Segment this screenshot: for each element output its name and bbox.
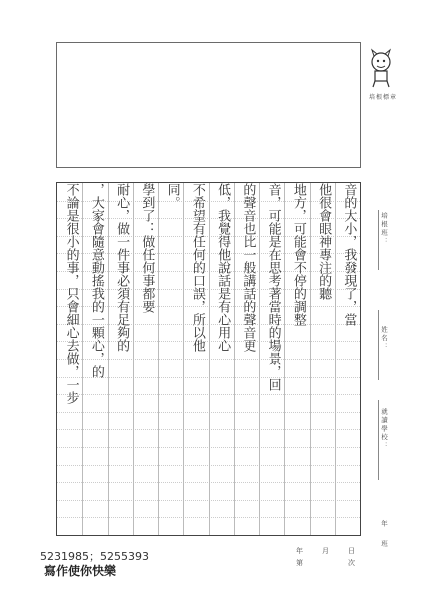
grid-column-line [158, 183, 159, 535]
essay-column: 的聲音也比一般講話的聲音更 [240, 183, 256, 352]
mascot-icon [366, 48, 396, 88]
grid-column-line [82, 183, 83, 535]
class-label: 培根班： [380, 212, 388, 246]
essay-column: ，大家會隨意動搖我的一顆心，的 [88, 183, 104, 378]
essay-column: 他很會眼神專注的聽 [316, 183, 332, 300]
essay-column: 音，可能是在思考著當時的場景，回 [265, 183, 281, 391]
grid-column-line [108, 183, 109, 535]
date-month: 月 [322, 547, 329, 555]
grid-column-line [183, 183, 184, 535]
grid-column-line [259, 183, 260, 535]
name-label: 姓名： [380, 326, 388, 352]
stamp-label: 培根標章 [368, 94, 397, 101]
grid-column-line [133, 183, 134, 535]
grid-column-line [335, 183, 336, 535]
essay-column: 不希望有任何的口誤，所以他 [189, 183, 205, 352]
page-suffix: 次 [348, 559, 355, 567]
name-line [378, 310, 379, 380]
grid-column-line [310, 183, 311, 535]
essay-column: 耐心，做一件事必須有足夠的 [114, 183, 130, 352]
stamp-box [56, 42, 361, 168]
essay-column: 同。 [164, 183, 180, 209]
essay-column: 地方，可能會不停的調整 [290, 183, 306, 326]
writing-grid [56, 182, 361, 536]
grid-column-line [234, 183, 235, 535]
class-line [378, 210, 379, 270]
grade-label: 年 [380, 520, 388, 529]
school-label: 就讀學校： [380, 408, 388, 451]
essay-column: 音的大小，我發現了，當 [341, 183, 357, 326]
grid-column-line [284, 183, 285, 535]
essay-column: 學到了：做任何事都要 [139, 183, 155, 313]
stamp-numbers: 5231985；5255393 [40, 550, 149, 563]
class-suffix-label: 班 [380, 540, 388, 549]
date-day: 日 [348, 547, 355, 555]
page-prefix: 第 [296, 559, 303, 567]
essay-column: 不論是很小的事，只會細心去做，一步 [63, 183, 79, 404]
stamp-slogan: 寫作使你快樂 [44, 564, 117, 578]
school-line [378, 400, 379, 480]
essay-column: 低，我覺得他說話是有心用心 [215, 183, 231, 352]
grid-column-line [209, 183, 210, 535]
date-year: 年 [296, 547, 303, 555]
